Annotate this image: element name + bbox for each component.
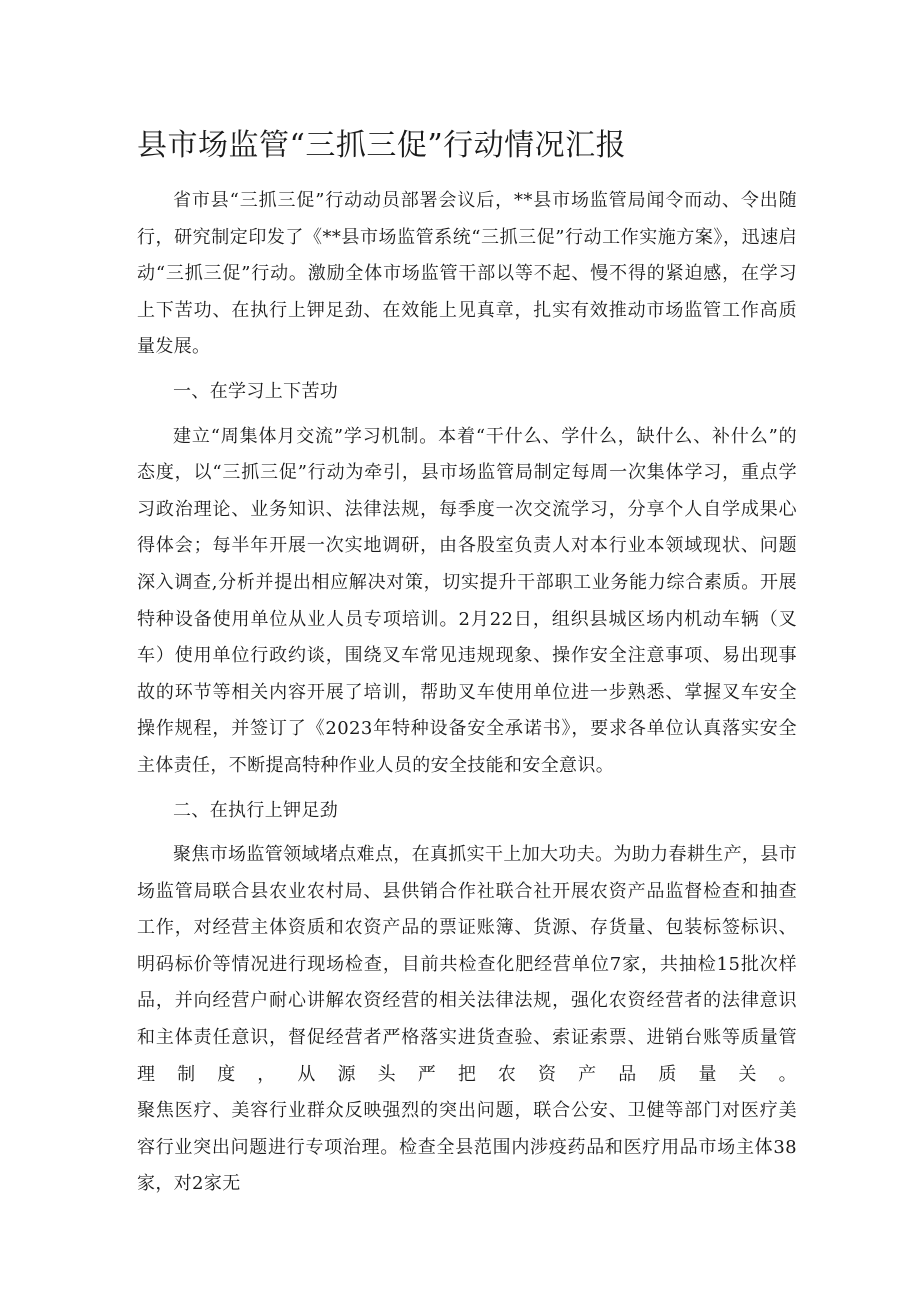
section-1-paragraph: 建立“周集体月交流”学习机制。本着“干什么、学什么，缺什么、补什么”的态度，以“三抓三促”行动为牵引，县市场监管局制定每周一次集体学习，重点学习政治理论、业务知识、法律法规，每季度一次交流学习，分享个人自学成果心得体会；每半年开展一次实地调研，由各股室负责人对本行业本领域现状、问题深入调查,分析并提出相应解决对策，切实提升干部职工业务能力综合素质。开展特种设备使用单位从业人员专项培训。2月22日，组织县城区场内机动车辆（叉车）使用单位行政约谈，围绕叉车常见违规现象、操作安全注意事项、易出现事故的环节等相关内容开展了培训，帮助叉车使用单位进一步熟悉、掌握叉车安全操作规程，并签订了《2023年特种设备安全承诺书》，要求各单位认真落实安全主体责任，不断提高特种作业人员的安全技能和安全意识。 [137, 425, 797, 776]
intro-paragraph: 省市县“三抓三促”行动动员部署会议后，**县市场监管局闻令而动、令出随行，研究制定印发了《**县市场监管系统“三抓三促”行动工作实施方案》，迅速启动“三抓三促”行动。激励全体市场监管干部以等不起、慢不得的紧迫感，在学习上下苦功、在执行上钾足劲、在效能上见真章，扎实有效推动市场监管工作高质量发展。 [137, 190, 797, 358]
document-title: 县市场监管“三抓三促”行动情况汇报 [137, 128, 627, 163]
section-2-paragraph: 聚焦市场监管领域堵点难点，在真抓实干上加大功夫。为助力春耕生产，县市场监管局联合县农业农村局、县供销合作社联合社开展农资产品监督检查和抽查工作，对经营主体资质和农资产品的票证账簿、货源、存货量、包装标签标识、明码标价等情况进行现场检查，目前共检查化肥经营单位7家，共抽检15批次样品，并向经营户耐心讲解农资经营的相关法律法规，强化农资经营者的法律意识和主体责任意识，督促经营者严格落实进货查验、索证索票、进销台账等质量管理制度，从源头严把农资产品质量关。 [137, 844, 797, 1085]
document-body [137, 183, 797, 1203]
section-heading-2: 二、在执行上钾足劲 [173, 799, 339, 821]
section-2-continuation: 聚焦医疗、美容行业群众反映强烈的突出问题，联合公安、卫健等部门对医疗美容行业突出问题进行专项治理。检查全县范围内涉疫药品和医疗用品市场主体38家，对2家无 [137, 1100, 797, 1195]
section-heading-1: 一、在学习上下苦功 [173, 380, 339, 402]
